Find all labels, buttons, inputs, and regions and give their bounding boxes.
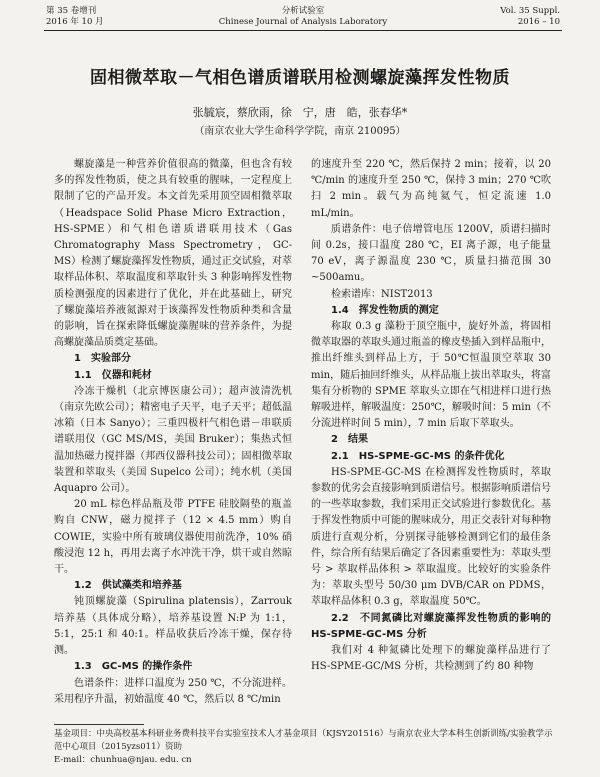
paper-title: 固相微萃取－气相色谱质谱联用检测螺旋藻挥发性物质 [90, 68, 510, 88]
body-paragraph: 螺旋藻是一种营养价值很高的微藻，但也含有较多的挥发性物质，使之具有较重的腥味，一定程度上限制了它的产品开发。本文首先采用顶空固相微萃取（Headspace Solid Phase Micro Extraction，HS-SPME）和气相色谱质谱联用技术（Gas Chromatography Mass Spectrometry，GC-MS）检测了螺旋藻挥发性物质，通过正交试验，对萃取样品体积、萃取温度和萃取针头 3 种影响挥发性物质检测强度的因素进行了优化，并在此基础上，研究了螺旋藻培养液氮源对于该藻挥发性物质种类和含量的影响，旨在探索降低螺旋藻腥味的营养条件，为提高螺旋藻品质奠定基础。 [54, 159, 292, 349]
section-heading: 1.3 GC-MS 的操作条件 [74, 661, 193, 673]
header-center [46, 6, 560, 28]
left-column [54, 157, 292, 708]
section-heading: 1 实验部分 [74, 353, 131, 365]
footnote [54, 728, 560, 767]
body-paragraph: 钝顶螺旋藻（Spirulina platensis），Zarrouk 培养基（具体成分略），培养基设置 N:P 为 1:1，5:1，25:1 和 40:1。样品收获后冷冻干燥，保存待测。 [54, 596, 292, 657]
journal-name-cn: 分析试验室 [281, 6, 325, 16]
section-heading: 1.2 供试藻类和培养基 [74, 580, 182, 592]
footnote-rule [54, 724, 144, 725]
section-heading: 2.1 HS-SPME-GC-MS 的条件优化 [331, 450, 505, 462]
body-paragraph: 称取 0.3 g 藻粉于顶空瓶中，旋好外盖，将固相微萃取器的萃取头通过瓶盖的橡皮垫插入到样品瓶中，推出纤维头到样品上方，于 50℃恒温顶空萃取 30 min，随后抽回纤维头，从样品瓶上拔出萃取头，将富集有分析物的 SPME 萃取头立即在气相进样口进行热解吸进样，解吸温度：250℃，解吸时间：5 min（不分流进样时间 5 min），7 min 后取下萃取头。 [311, 321, 551, 430]
section-heading: 2.2 不同氮磷比对螺旋藻挥发性物质的影响的 HS-SPME-GC-MS 分析 [311, 612, 551, 640]
body-paragraph: 色谱条件：进样口温度为 250 ℃，不分流进样。采用程序升温，初始温度 40 ℃，然后以 8 ℃/min [54, 677, 292, 705]
body-paragraph: HS-SPME-GC-MS 在检测挥发性物质时，萃取参数的优劣会直接影响到质谱信号。根据影响质谱信号的一些萃取参数，我们采用正交试验进行参数优化。基于挥发性物质中可能的腥味成分，用正交表针对每种物质进行直观分析，分别探寻能够检测到它们的最佳条件，综合所有结果后确定了各因素重要性为：萃取头型号 > 萃取样品体积 > 萃取温度。比较好的实验条件为：萃取头型号 50/30 μm DVB/CAR on PDMS，萃取样品体积 0.3 g，萃取温度 50℃。 [311, 466, 551, 608]
affiliation: （南京农业大学生命科学学院，南京 210095） [194, 126, 406, 137]
issue-date: 2016 年 10 月 [46, 17, 104, 27]
section-heading: 1.1 仪器和耗材 [74, 369, 152, 381]
header-right [500, 6, 560, 28]
body-paragraph: 质谱条件：电子倍增管电压 1200V，质谱扫描时间 0.2s，接口温度 280 ℃，EI 离子源，电子能量 70 eV，离子源温度 230 ℃，质量扫描范围 30 ~500amu。 [311, 223, 551, 284]
author-list: 张毓宸，蔡欣雨，徐 宁，唐 皓，张春华* [192, 106, 408, 119]
section-heading: 1.4 挥发性物质的测定 [331, 304, 439, 316]
body-paragraph: 冷冻干燥机（北京博医康公司）；超声波清洗机（南京先欧公司）；精密电子天平，电子天平；超低温冰箱（日本 Sanyo）；三重四极杆气相色谱－串联质谱联用仪（GC MS/MS，美国 Bruker）；集热式恒温加热磁力搅拌器（邦西仪器科技公司）；固相微萃取装置和萃取头（美国 Supelco 公司）；纯水机（美国 Aquapro 公司）。 [54, 385, 292, 495]
contact-email: E-mail：chunhua@njau. edu. cn [54, 755, 192, 765]
running-header [46, 6, 560, 32]
volume-issue: 第 35 卷增刊 [46, 6, 97, 16]
header-rule [44, 30, 562, 31]
date-en: 2016 – 10 [517, 17, 560, 27]
body-paragraph: 的速度升至 220 ℃，然后保持 2 min；接着，以 20 ℃/min 的速度升至 250 ℃，保持 3 min；270 ℃吹扫 2 min。载气为高纯氦气，恒定流速 1.0 mL/min。 [311, 159, 551, 219]
body-paragraph: 检索谱库：NIST2013 [331, 288, 433, 300]
journal-name-en: Chinese Journal of Analysis Laboratory [218, 17, 388, 27]
volume-en: Vol. 35 Suppl. [500, 6, 560, 16]
body-paragraph: 我们对 4 种氮磷比处理下的螺旋藻样品进行了 HS-SPME-GC/MS 分析，共检测到了约 80 种物 [311, 645, 551, 673]
section-heading: 2 结果 [331, 434, 368, 446]
right-column [311, 157, 551, 676]
funding-note: 基金项目：中央高校基本科研业务费科技平台实验室技术人才基金项目（KJSY201516）与南京农业大学本科生创新训练/实验教学示范中心项目（2015yzs011）资助 [54, 729, 553, 752]
body-paragraph: 20 mL 棕色样品瓶及带 PTFE 硅胶隔垫的瓶盖购自 CNW，磁力搅拌子（12 × 4.5 mm）购自 COWIE，实验中所有玻璃仪器使用前洗净，10% 硝酸浸泡 12 h，再用去离子水冲洗干净，烘干或自然晾干。 [54, 499, 292, 576]
